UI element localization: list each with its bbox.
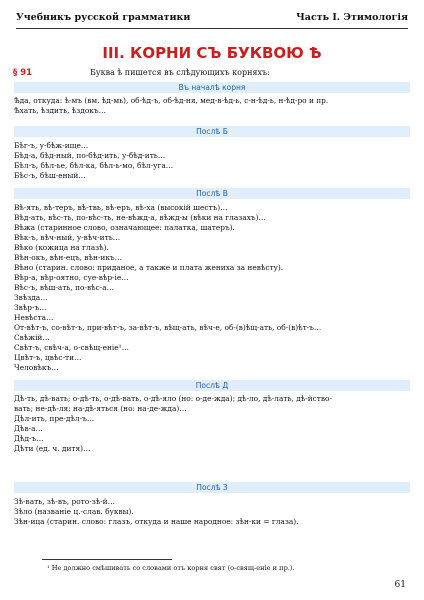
entry-line: Вѣко (кожица на глазѣ).: [14, 243, 109, 252]
chapter-title: III. КОРНИ СЪ БУКВОЮ Ѣ: [102, 44, 322, 62]
entry-line: Человѣкъ…: [14, 363, 59, 372]
entry-line: Бѣд-а, бѣд-ный, по-бѣд-ить, у-бѣд-ить…: [14, 151, 166, 160]
header-left: Учебникъ русской грамматики: [16, 12, 191, 23]
entry-line: Цвѣт-ъ, цвѣс-ти…: [14, 353, 82, 362]
entry-line: вать; не-дѣ-ля; на-дѣ-яться (но: на-де-жда)…: [14, 404, 187, 413]
entry-line: Вѣн-окъ, вѣн-ецъ, вѣн-икъ…: [14, 253, 123, 262]
entry-line: Вѣс-ъ, вѣш-ать, по-вѣс-а…: [14, 283, 115, 292]
page-number: 61: [394, 580, 406, 590]
entry-line: Зѣн-ица (старин. слово: глазъ, откуда и наше народное: зѣн-ки = глаза).: [14, 517, 299, 526]
section-band-d: [14, 380, 410, 391]
entry-line: Вѣжа (старинное слово, означающее: палатка, шатеръ).: [14, 223, 235, 232]
section-label: Послѣ Д: [195, 381, 229, 390]
entry-line: Ѣхать, ѣздить, ѣздокъ…: [14, 106, 106, 115]
entry-line: Дѣти (ед. ч. дитя)…: [14, 444, 91, 453]
section-label: Въ началѣ корня: [178, 83, 246, 92]
entry-line: Дѣл-ить, пре-дѣл-ъ…: [14, 414, 95, 423]
entry-line: Вѣд-ать, вѣс-ть, по-вѣс-ть, не-вѣжд-а, вѣжд-ы (вѣки на глазахъ)…: [14, 213, 266, 222]
section-band-z: [14, 482, 410, 493]
entry-line: Бѣг-ъ, у-бѣж-ище…: [14, 141, 89, 150]
footnote-rule: [42, 559, 172, 560]
header-rule: [16, 28, 408, 29]
entry-line: Бѣс-ъ, бѣш-еный…: [14, 171, 86, 180]
entry-line: Дѣд-ъ…: [14, 434, 44, 443]
entry-line: Вѣно (старин. слово: приданое, а также и плата жениха за невѣсту).: [14, 263, 284, 272]
paragraph-number: § 91: [13, 68, 33, 78]
entry-line: Вѣр-а, вѣр-оятно, суе-вѣр-іе…: [14, 273, 129, 282]
entry-line: Свѣжій…: [14, 333, 50, 342]
header-right: Часть I. Этимологія: [296, 12, 408, 23]
entry-line: Невѣста…: [14, 313, 54, 322]
entry-line: Свѣт-ъ, свѣч-а, о-свѣщ-еніе¹…: [14, 343, 129, 352]
section-label: Послѣ В: [196, 189, 228, 198]
entry-line: Звѣзда…: [14, 293, 48, 302]
entry-line: Дѣ-ть, дѣ-вать; о-дѣ-ть, о-дѣ-вать, о-дѣ-яло (но: о-де-жда); дѣ-ло, дѣ-лать, дѣ-йство-: [14, 394, 332, 403]
entry-line: Дѣв-а…: [14, 424, 43, 433]
entry-line: От-вѣт-ъ, со-вѣт-ъ, при-вѣт-ъ, за-вѣт-ъ, вѣщ-ать, вѣч-е, об-(в)ѣщ-ать, об-(в)ѣт-ъ…: [14, 323, 322, 332]
entry-line: Зѣло (названіе ц.-слав. буквы).: [14, 507, 134, 516]
entry-line: Зѣ-вать, зѣ-въ, рото-зѣ-й…: [14, 497, 116, 506]
paragraph-intro: Буква ѣ пишется въ слѣдующихъ корняхъ:: [90, 68, 270, 77]
running-header: [16, 12, 408, 26]
section-label: Послѣ З: [196, 483, 228, 492]
section-band-b: [14, 126, 410, 137]
entry-line: Вѣ-ять, вѣ-теръ, вѣ-твь, вѣ-еръ, вѣ-ха (высокій шестъ)…: [14, 203, 228, 212]
entry-line: Ѣда, откуда: ѣ-мъ (вм. ѣд-мь), об-ѣд-ъ, об-ѣд-ня, мед-в-ѣд-ь, с-н-ѣд-ь, н-ѣд-ро и пр.: [14, 96, 329, 105]
entry-line: Вѣк-ъ, вѣч-ный, у-вѣч-ить…: [14, 233, 121, 242]
section-band-start: [14, 82, 410, 93]
entry-line: Звѣр-ъ…: [14, 303, 47, 312]
entry-line: Бѣл-ъ, бѣл-ье, бѣл-ка, бѣл-ь-мо, бѣл-уга…: [14, 161, 174, 170]
footnote: ¹ Не должно смѣшивать со словами отъ корня свят (о-свящ-еніе и пр.).: [47, 564, 295, 572]
section-label: Послѣ Б: [196, 127, 228, 136]
section-band-v: [14, 188, 410, 199]
